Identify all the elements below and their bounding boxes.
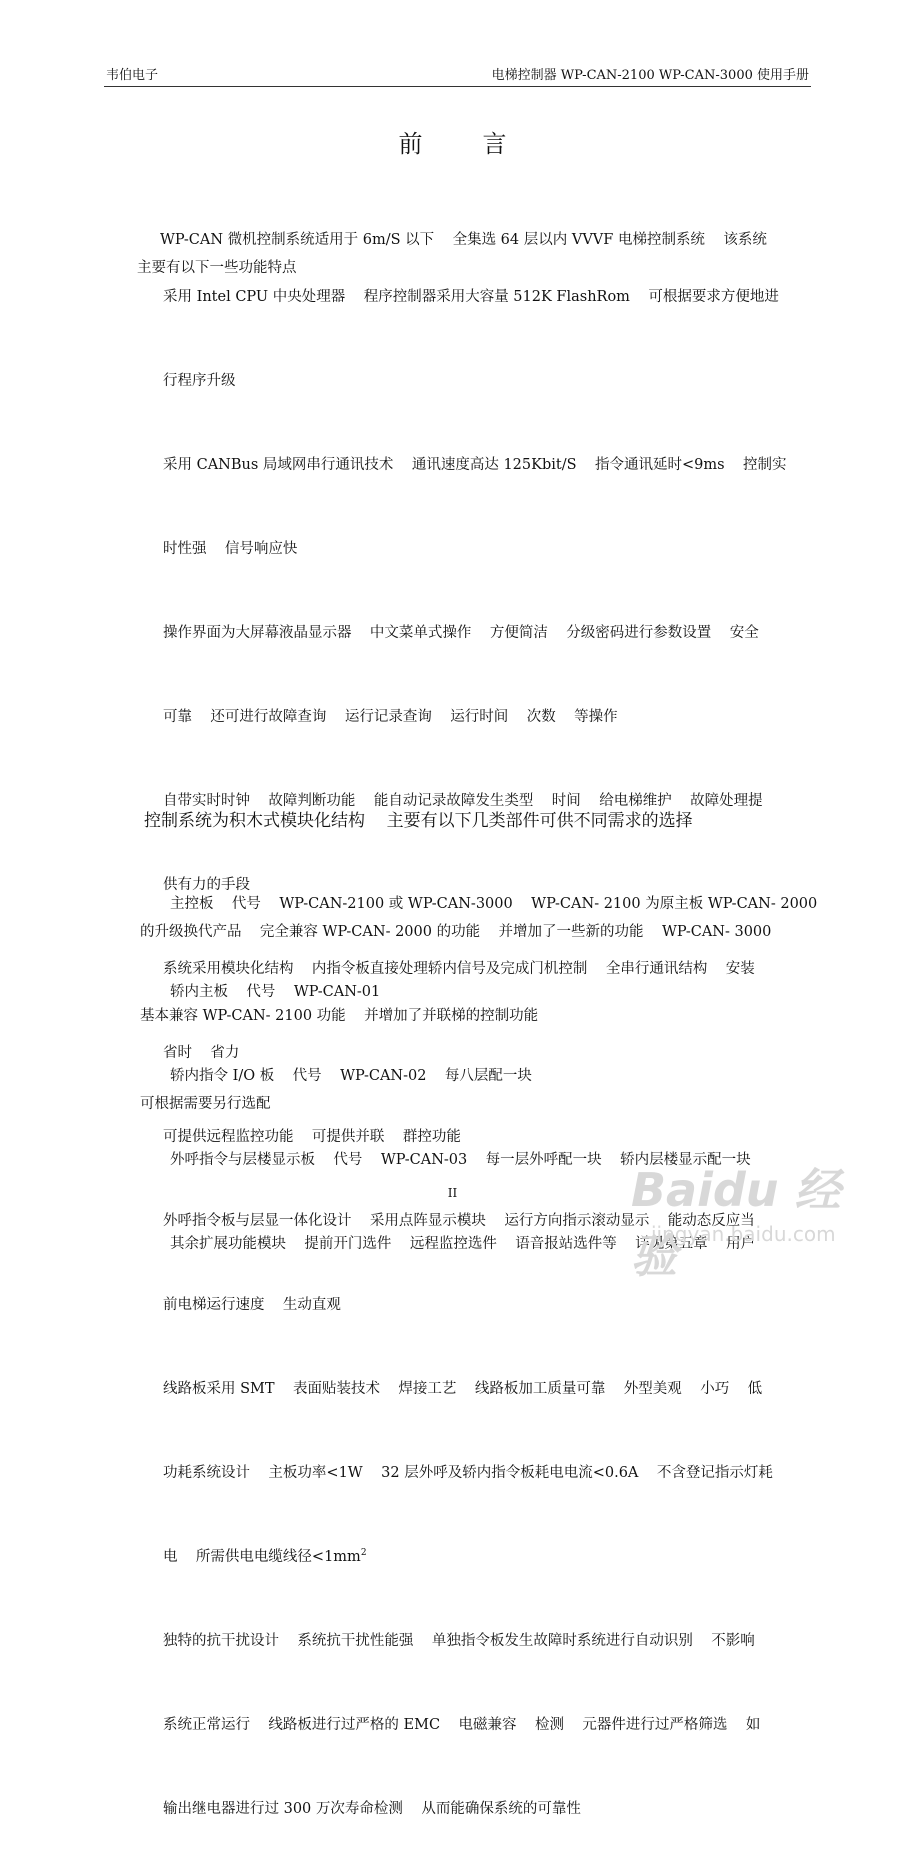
watermark bbox=[625, 1150, 875, 1283]
component-line-6: 外呼指令与层楼显示板 代号 WP-CAN-03 每一层外呼配一块 轿内层楼显示配一块 bbox=[170, 1152, 751, 1168]
intro-line-2: 主要有以下一些功能特点 bbox=[137, 260, 297, 276]
feature-1-line-1: 采用 Intel CPU 中央处理器 程序控制器采用大容量 512K FlashRom 可根据要求方便地进 bbox=[163, 289, 779, 305]
page-title: 前言 bbox=[398, 130, 567, 158]
superscript-2: 2 bbox=[360, 1548, 367, 1559]
feature-9-line-2: 系统正常运行 线路板进行过严格的 EMC 电磁兼容 检测 元器件进行过严格筛选 如 bbox=[163, 1717, 761, 1733]
component-line-4: 轿内主板 代号 WP-CAN-01 bbox=[170, 984, 381, 1000]
feature-5-line-2: 省时 省力 bbox=[163, 1045, 240, 1061]
feature-6-line-1: 可提供远程监控功能 可提供并联 群控功能 bbox=[163, 1129, 461, 1145]
feature-9-line-3: 输出继电器进行过 300 万次寿命检测 从而能确保系统的可靠性 bbox=[163, 1801, 581, 1817]
header-rule bbox=[104, 86, 811, 87]
feature-4-line-2: 供有力的手段 bbox=[163, 877, 250, 893]
intro-line-1: WP-CAN 微机控制系统适用于 6m/S 以下 全集选 64 层以内 VVVF 电梯控制系统 该系统 bbox=[160, 232, 767, 248]
feature-1-line-2: 行程序升级 bbox=[163, 373, 236, 389]
page-number: II bbox=[447, 1186, 458, 1200]
feature-3-line-1: 操作界面为大屏幕液晶显示器 中文菜单式操作 方便简洁 分级密码进行参数设置 安全 bbox=[163, 625, 759, 641]
components-block-4 bbox=[140, 1034, 271, 1146]
component-line-5: 轿内指令 I/O 板 代号 WP-CAN-02 每八层配一块 bbox=[170, 1068, 532, 1084]
header-right: 电梯控制器 WP-CAN-2100 WP-CAN-3000 使用手册 bbox=[491, 68, 809, 83]
header-left: 韦伯电子 bbox=[106, 68, 159, 83]
feature-7-line-2: 前电梯运行速度 生动直观 bbox=[163, 1297, 341, 1313]
feature-9-line-1: 独特的抗干扰设计 系统抗干扰性能强 单独指令板发生故障时系统进行自动识别 不影响 bbox=[163, 1633, 755, 1649]
feature-7-line-1: 外呼指令板与层显一体化设计 采用点阵显示模块 运行方向指示滚动显示 能动态反应当 bbox=[163, 1213, 755, 1229]
component-line-3: 基本兼容 WP-CAN- 2100 功能 并增加了并联梯的控制功能 bbox=[140, 1008, 539, 1024]
component-line-2: 的升级换代产品 完全兼容 WP-CAN- 2000 的功能 并增加了一些新的功能 WP-CAN- 3000 bbox=[140, 924, 772, 940]
component-line-8: 可根据需要另行选配 bbox=[140, 1096, 271, 1112]
section-heading: 控制系统为积木式模块化结构 主要有以下几类部件可供不同需求的选择 bbox=[144, 811, 693, 831]
feature-8-line-2: 功耗系统设计 主板功率<1W 32 层外呼及轿内指令板耗电电流<0.6A 不含登记指示灯耗 bbox=[163, 1465, 773, 1481]
feature-3-line-2: 可靠 还可进行故障查询 运行记录查询 运行时间 次数 等操作 bbox=[163, 709, 618, 725]
feature-5-line-1: 系统采用模块化结构 内指令板直接处理轿内信号及完成门机控制 全串行通讯结构 安装 bbox=[163, 961, 755, 977]
feature-2-line-2: 时性强 信号响应快 bbox=[163, 541, 298, 557]
feature-4-line-1: 自带实时时钟 故障判断功能 能自动记录故障发生类型 时间 给电梯维护 故障处理提 bbox=[163, 793, 763, 809]
feature-8-line-1: 线路板采用 SMT 表面贴装技术 焊接工艺 线路板加工质量可靠 外型美观 小巧 低 bbox=[163, 1381, 763, 1397]
feature-8-line-3 bbox=[163, 1543, 786, 1571]
feature-8-line-3-text: 电 所需供电电缆线径<1mm bbox=[163, 1549, 361, 1565]
watermark-brand: Baidu 经验 bbox=[631, 1163, 841, 1283]
component-line-1: 主控板 代号 WP-CAN-2100 或 WP-CAN-3000 WP-CAN- 2100 为原主板 WP-CAN- 2000 bbox=[170, 896, 818, 912]
watermark-url: jingyan.baidu.com bbox=[651, 1222, 836, 1246]
feature-2-line-1: 采用 CANBus 局域网串行通讯技术 通讯速度高达 125Kbit/S 指令通讯延时<9ms 控制实 bbox=[163, 457, 787, 473]
component-line-7: 其余扩展功能模块 提前开门选件 远程监控选件 语音报站选件等 详见第五章 用户 bbox=[170, 1236, 756, 1252]
